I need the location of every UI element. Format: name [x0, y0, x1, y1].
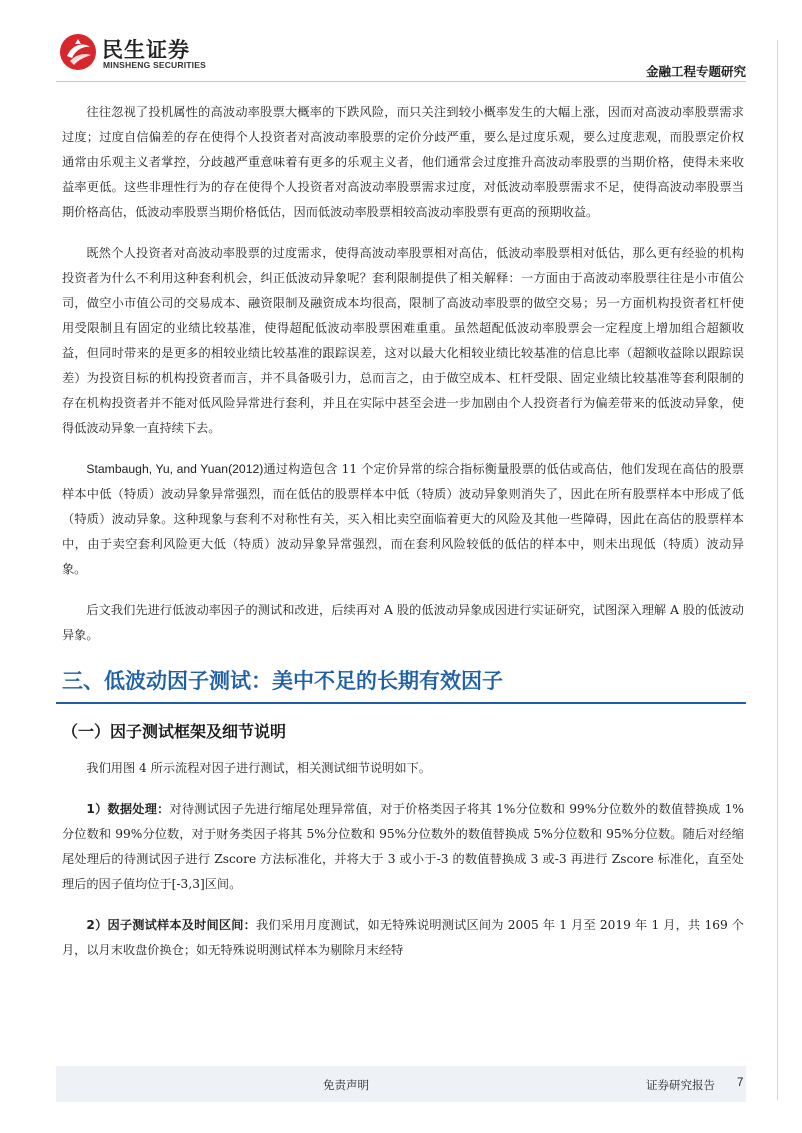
test-sample-label: 2）因子测试样本及时间区间： — [86, 918, 257, 932]
header-divider — [56, 81, 746, 82]
footer-report-label: 证券研究报告 — [646, 1078, 715, 1092]
paragraph-6-text: 对待测试因子先进行缩尾处理异常值，对于价格类因子将其 1%分位数和 99%分位数外的数值替换成 1%分位数和 99%分位数，对于财务类因子将其 5%分位数和 95%分位数外的数值替换成 5%分位数和 95%分位数。随后对经缩尾处理后的待测试因子进行 Zscore 方法标准化，并将大于 3 或小于-3 的数值替换成 3 或-3 再进行 Zscore 标准化，直至处理后的因子值均位于[-3,3]区间。 — [62, 802, 744, 891]
paragraph-2: 既然个人投资者对高波动率股票的过度需求，使得高波动率股票相对高估，低波动率股票相对低估，那么更有经验的机构投资者为什么不利用这种套利机会，纠正低波动异象呢？套利限制提供了相关解释：一方面由于高波动率股票往往是小市值公司，做空小市值公司的交易成本、融资限制及融资成本均很高，限制了高波动率股票的做空交易；另一方面机构投资者杠杆使用受限制且有固定的业绩比较基准，使得超配低波动率股票困难重重。虽然超配低波动率股票会一定程度上增加组合超额收益，但同时带来的是更多的相较业绩比较基准的跟踪误差，这对以最大化相较业绩比较基准的信息比率（超额收益除以跟踪误差）为投资目标的机构投资者而言，并不具备吸引力，总而言之，由于做空成本、杠杆受限、固定业绩比较基准等套利限制的存在机构投资者并不能对低风险异常进行套利，并且在实际中甚至会进一步加剧由个人投资者行为偏差带来的低波动异象，使得低波动异象一直持续下去。 — [62, 246, 744, 435]
paragraph-7 — [62, 913, 744, 963]
paragraph-5: 我们用图 4 所示流程对因子进行测试，相关测试细节说明如下。 — [86, 761, 431, 775]
paragraph-3-text: 通过构造包含 11 个定价异常的综合指标衡量股票的低估或高估，他们发现在高估的股票样本中低（特质）波动异象异常强烈，而在低估的股票样本中低（特质）波动异象则消失了，因此在所有股票样本中形成了低（特质）波动异象。这种现象与套利不对称性有关，买入相比卖空面临着更大的风险及其他一些障碍，因此在高估的股票样本中，由于卖空套利风险更大低（特质）波动异象异常强烈，而在套利风险较低的低估的样本中，则未出现低（特质）波动异象。 — [62, 462, 744, 576]
disclaimer-link[interactable]: 免责声明 — [323, 1078, 369, 1092]
section-title: 三、低波动因子测试：美中不足的长期有效因子 — [62, 669, 503, 693]
logo-chinese-name: 民生证券 — [102, 38, 190, 62]
logo-english-name: MINSHENG SECURITIES — [103, 60, 206, 70]
report-type-label: 金融工程专题研究 — [645, 64, 746, 79]
paragraph-1: 往往忽视了投机属性的高波动率股票大概率的下跌风险，而只关注到较小概率发生的大幅上涨，因而对高波动率股票需求过度；过度自信偏差的存在使得个人投资者对高波动率股票的定价分歧严重，要么是过度乐观，要么过度悲观，而股票定价权通常由乐观主义者掌控，分歧越严重意味着有更多的乐观主义者，他们通常会过度推升高波动率股票的当期价格，使得未来收益率更低。这些非理性行为的存在使得个人投资者对高波动率股票需求过度，对低波动率股票需求不足，使得高波动率股票当期价格高估，低波动率股票当期价格低估，因而低波动率股票相较高波动率股票有更高的预期收益。 — [62, 105, 744, 219]
citation: Stambaugh, Yu, and Yuan(2012) — [86, 462, 264, 476]
paragraph-7-text: 我们采用月度测试，如无特殊说明测试区间为 2005 年 1 月至 2019 年 1 月，共 169 个月，以月末收盘价换仓；如无特殊说明测试样本为剔除月末经特 — [62, 918, 744, 957]
paragraph-6 — [62, 797, 744, 897]
page-header — [0, 0, 802, 90]
main-content — [62, 100, 744, 979]
company-logo — [58, 32, 208, 76]
paragraph-3 — [62, 457, 744, 582]
minsheng-logo-icon — [58, 32, 98, 72]
data-processing-label: 1）数据处理： — [86, 802, 170, 816]
page-footer — [0, 1066, 802, 1106]
subsection-title: （一）因子测试框架及细节说明 — [62, 722, 287, 741]
footer-bar — [56, 1066, 746, 1102]
page-side-border — [777, 40, 778, 1100]
section-divider — [56, 702, 746, 704]
page-number: 7 — [737, 1077, 744, 1089]
paragraph-4: 后文我们先进行低波动率因子的测试和改进，后续再对 A 股的低波动异象成因进行实证研究，试图深入理解 A 股的低波动异象。 — [62, 603, 744, 642]
